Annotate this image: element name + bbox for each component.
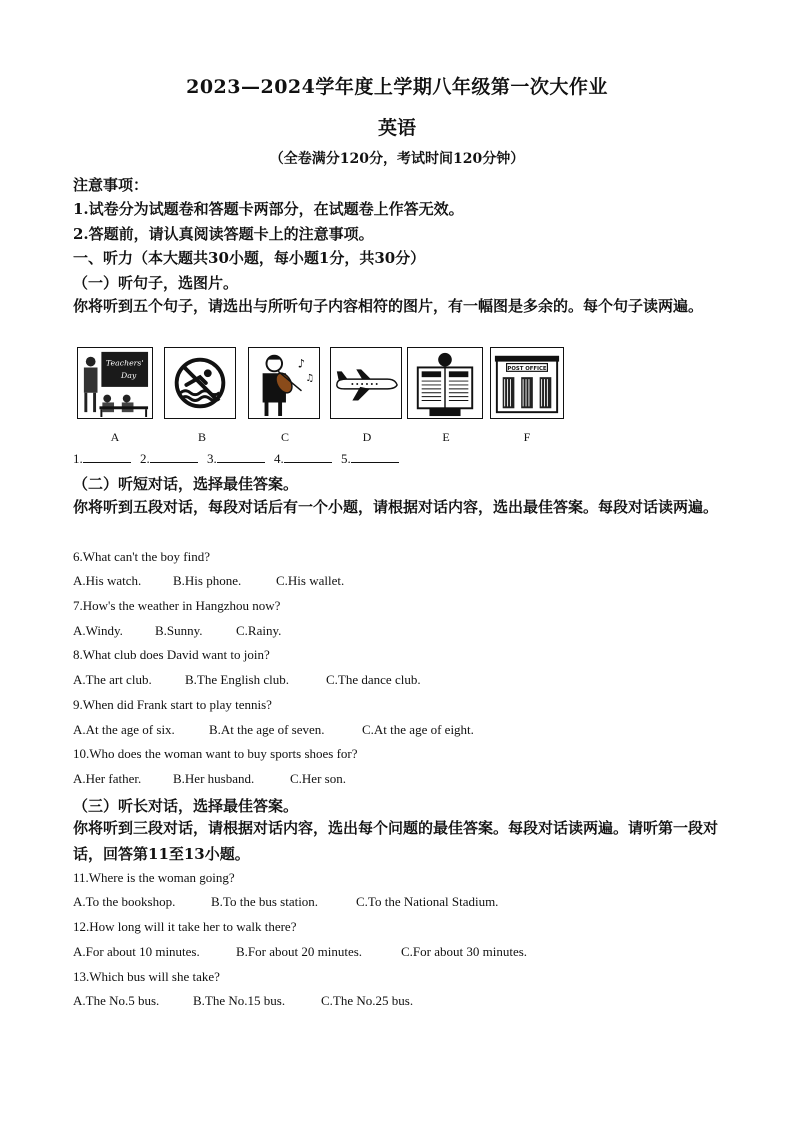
picture-b-letter: B xyxy=(197,430,206,444)
post-office-icon xyxy=(491,348,563,418)
option-10c[interactable]: C.Her son. xyxy=(290,771,346,786)
svg-text:♪: ♪ xyxy=(297,356,306,371)
question-10-options xyxy=(73,771,346,787)
option-7b[interactable]: B.Sunny. xyxy=(155,623,203,638)
option-6c[interactable]: C.His wallet. xyxy=(276,573,345,588)
option-6a[interactable]: A.His watch. xyxy=(73,573,142,588)
airplane-icon xyxy=(331,348,401,418)
note-item-2: 2.答题前，请认真阅读答题卡上的注意事项。 xyxy=(73,225,374,243)
option-9b[interactable]: B.At the age of seven. xyxy=(209,722,325,737)
part3-instruction: 你将听到三段对话，请根据对话内容，选出每个问题的最佳答案。每段对话读两遍。请听第一段对话，回答第11至13小题。 xyxy=(73,819,719,863)
note-item-1: 1.试卷分为试题卷和答题卡两部分，在试题卷上作答无效。 xyxy=(73,200,464,218)
option-8c[interactable]: C.The dance club. xyxy=(326,672,421,687)
question-8-options xyxy=(73,672,421,688)
teachers-day-icon xyxy=(78,348,152,418)
option-13b[interactable]: B.The No.15 bus. xyxy=(193,993,286,1008)
question-11-options xyxy=(73,894,498,910)
board-text-line2: Day xyxy=(120,371,137,381)
subject-title: 英语 xyxy=(377,117,416,139)
option-11a[interactable]: A.To the bookshop. xyxy=(73,894,176,909)
answer-blank-2[interactable]: 2. xyxy=(140,451,198,467)
answer-blank-4[interactable]: 4. xyxy=(274,451,332,467)
question-13: 13.Which bus will she take? xyxy=(73,969,220,984)
picture-f-letter: F xyxy=(523,430,531,444)
exam-title: 2023—2024学年度上学期八年级第一次大作业 xyxy=(186,76,608,98)
answer-blanks xyxy=(73,451,405,467)
part2-instruction: 你将听到五段对话，每段对话后有一个小题，请根据对话内容，选出最佳答案。每段对话读两遍。 xyxy=(73,498,719,516)
option-10a[interactable]: A.Her father. xyxy=(73,771,142,786)
option-10b[interactable]: B.Her husband. xyxy=(173,771,255,786)
option-9c[interactable]: C.At the age of eight. xyxy=(362,722,474,737)
option-8b[interactable]: B.The English club. xyxy=(185,672,289,687)
question-13-options xyxy=(73,993,413,1009)
option-13a[interactable]: A.The No.5 bus. xyxy=(73,993,160,1008)
picture-e xyxy=(407,347,483,419)
answer-blank-5[interactable]: 5. xyxy=(341,451,399,467)
part1-title: （一）听句子，选图片。 xyxy=(73,274,239,292)
picture-d xyxy=(330,347,402,419)
option-12c[interactable]: C.For about 30 minutes. xyxy=(401,944,528,959)
part3-title: （三）听长对话，选择最佳答案。 xyxy=(73,797,299,815)
board-text-line1: Teachers' xyxy=(105,358,144,368)
option-8a[interactable]: A.The art club. xyxy=(73,672,152,687)
svg-text:♫: ♫ xyxy=(305,373,315,385)
section-listening-title: 一、听力（本大题共30小题，每小题1分，共30分） xyxy=(73,249,426,267)
option-12a[interactable]: A.For about 10 minutes. xyxy=(73,944,200,959)
question-8: 8.What club does David want to join? xyxy=(73,647,270,662)
picture-options xyxy=(77,347,547,444)
option-11b[interactable]: B.To the bus station. xyxy=(211,894,319,909)
question-12: 12.How long will it take her to walk there? xyxy=(73,919,297,934)
question-10: 10.Who does the woman want to buy sports shoes for? xyxy=(73,746,358,761)
picture-a-letter: A xyxy=(110,430,120,444)
picture-e-letter: E xyxy=(442,430,450,444)
score-note: （全卷满分120分，考试时间120分钟） xyxy=(269,151,525,167)
part2-title: （二）听短对话，选择最佳答案。 xyxy=(73,475,299,493)
post-office-sign: POST OFFICE xyxy=(507,365,547,372)
question-9: 9.When did Frank start to play tennis? xyxy=(73,697,272,712)
answer-blank-1[interactable]: 1. xyxy=(73,451,131,467)
question-12-options xyxy=(73,944,527,960)
question-6: 6.What can't the boy find? xyxy=(73,549,210,564)
question-9-options xyxy=(73,722,474,738)
picture-c-letter: C xyxy=(280,430,289,444)
option-6b[interactable]: B.His phone. xyxy=(173,573,242,588)
question-6-options xyxy=(73,573,344,589)
question-11: 11.Where is the woman going? xyxy=(73,870,235,885)
part1-instruction: 你将听到五个句子，请选出与所听句子内容相符的图片，有一幅图是多余的。每个句子读两遍。 xyxy=(73,297,704,315)
picture-f xyxy=(490,347,564,419)
option-12b[interactable]: B.For about 20 minutes. xyxy=(236,944,363,959)
question-7: 7.How's the weather in Hangzhou now? xyxy=(73,598,281,613)
question-7-options xyxy=(73,623,281,639)
picture-a xyxy=(77,347,153,419)
option-13c[interactable]: C.The No.25 bus. xyxy=(321,993,414,1008)
answer-blank-3[interactable]: 3. xyxy=(207,451,265,467)
picture-b xyxy=(164,347,236,419)
option-11c[interactable]: C.To the National Stadium. xyxy=(356,894,499,909)
option-7a[interactable]: A.Windy. xyxy=(73,623,123,638)
violin-player-icon xyxy=(249,348,319,418)
picture-c xyxy=(248,347,320,419)
option-7c[interactable]: C.Rainy. xyxy=(236,623,282,638)
option-9a[interactable]: A.At the age of six. xyxy=(73,722,175,737)
notes-heading: 注意事项： xyxy=(73,176,149,194)
no-swimming-icon xyxy=(165,348,235,418)
newspaper-reader-icon xyxy=(408,348,482,418)
picture-d-letter: D xyxy=(362,430,372,444)
